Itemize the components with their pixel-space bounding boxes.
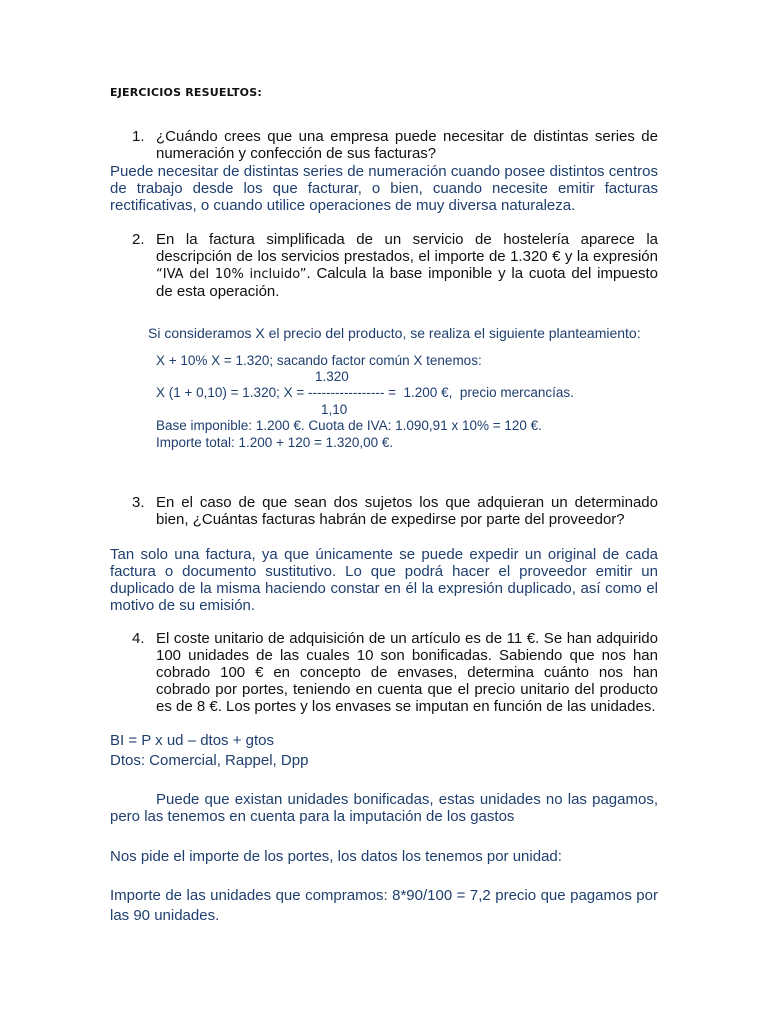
- calc-numerator: 1.320: [315, 369, 349, 384]
- answer-4-paragraph-2: Nos pide el importe de los portes, los datos los tenemos por unidad:: [110, 848, 562, 865]
- formula-bi: BI = P x ud – dtos + gtos: [110, 732, 274, 749]
- calc-intro: Si consideramos X el precio del producto, se realiza el siguiente planteamiento:: [148, 325, 641, 341]
- question-number: 2.: [132, 231, 145, 248]
- question-1: [132, 128, 658, 162]
- question-text: [156, 231, 658, 300]
- document-heading: EJERCICIOS RESUELTOS:: [110, 86, 262, 99]
- answer-3: Tan solo una factura, ya que únicamente se puede expedir un original de cada factura o documento sustitutivo. Lo que podrá hacer el proveedor emitir un duplicado de la misma haciendo constar en él la expresión duplicado, así como el motivo de su emisión.: [110, 546, 658, 614]
- question-number: 4.: [132, 630, 145, 647]
- question-quote: “IVA del 10% incluido”: [156, 267, 307, 282]
- answer-4-paragraph-3: Importe de las unidades que compramos: 8*90/100 = 7,2 precio que pagamos por las 90 unidades.: [110, 887, 658, 924]
- calc-denominator: 1,10: [321, 402, 348, 417]
- question-text-part: se imputan en función de las unidades.: [391, 698, 656, 715]
- question-text: ¿Cuándo crees que una empresa puede necesitar de distintas series de numeración y confección de sus facturas?: [156, 128, 658, 162]
- formula-dtos: Dtos: Comercial, Rappel, Dpp: [110, 752, 309, 769]
- calc-line-3: Base imponible: 1.200 €. Cuota de IVA: 1.090,91 x 10% = 120 €.: [156, 418, 542, 433]
- calc-line-1: X + 10% X = 1.320; sacando factor común X tenemos:: [156, 353, 482, 368]
- answer-4-paragraph-1: Puede que existan unidades bonificadas, estas unidades no las pagamos, pero las tenemos en cuenta para la imputación de los gastos: [110, 791, 658, 825]
- calc-line-2: X (1 + 0,10) = 1.320; X = ----------------- = 1.200 €, precio mercancías.: [156, 385, 574, 400]
- calc-line-4: Importe total: 1.200 + 120 = 1.320,00 €.: [156, 435, 394, 450]
- question-number: 3.: [132, 494, 145, 511]
- question-text-part: El coste unitario de adquisición de un artículo es de 11 €. Se han adquirido 100 unidades de las cuales 10 son bonificadas. Sabiendo que nos han cobrado 100 € en concepto de envases, determina cuánto nos han cobrado por portes, teniendo en cuenta que el precio unitario del producto es de 8 €. Los portes y los envases: [156, 630, 658, 715]
- question-number: 1.: [132, 128, 145, 145]
- question-text: En el caso de que sean dos sujetos los que adquieran un determinado bien, ¿Cuántas facturas habrán de expedirse por parte del proveedor?: [156, 494, 658, 528]
- question-text: [156, 630, 658, 715]
- question-text-part: En la factura simplificada de un servicio de hostelería aparece la descripción de los servicios prestados, el importe de 1.320 € y la expresión: [156, 231, 658, 265]
- question-2: [132, 231, 658, 300]
- question-text-part: . Calcula la base imponible y la cuota del impuesto de esta operación.: [156, 265, 658, 300]
- answer-1: Puede necesitar de distintas series de numeración cuando posee distintos centros de trabajo desde los que facturar, o bien, cuando necesite emitir facturas rectificativas, o cuando utilice operaciones de muy diversa naturaleza.: [110, 163, 658, 214]
- question-4: [132, 630, 658, 715]
- question-3: [132, 494, 658, 528]
